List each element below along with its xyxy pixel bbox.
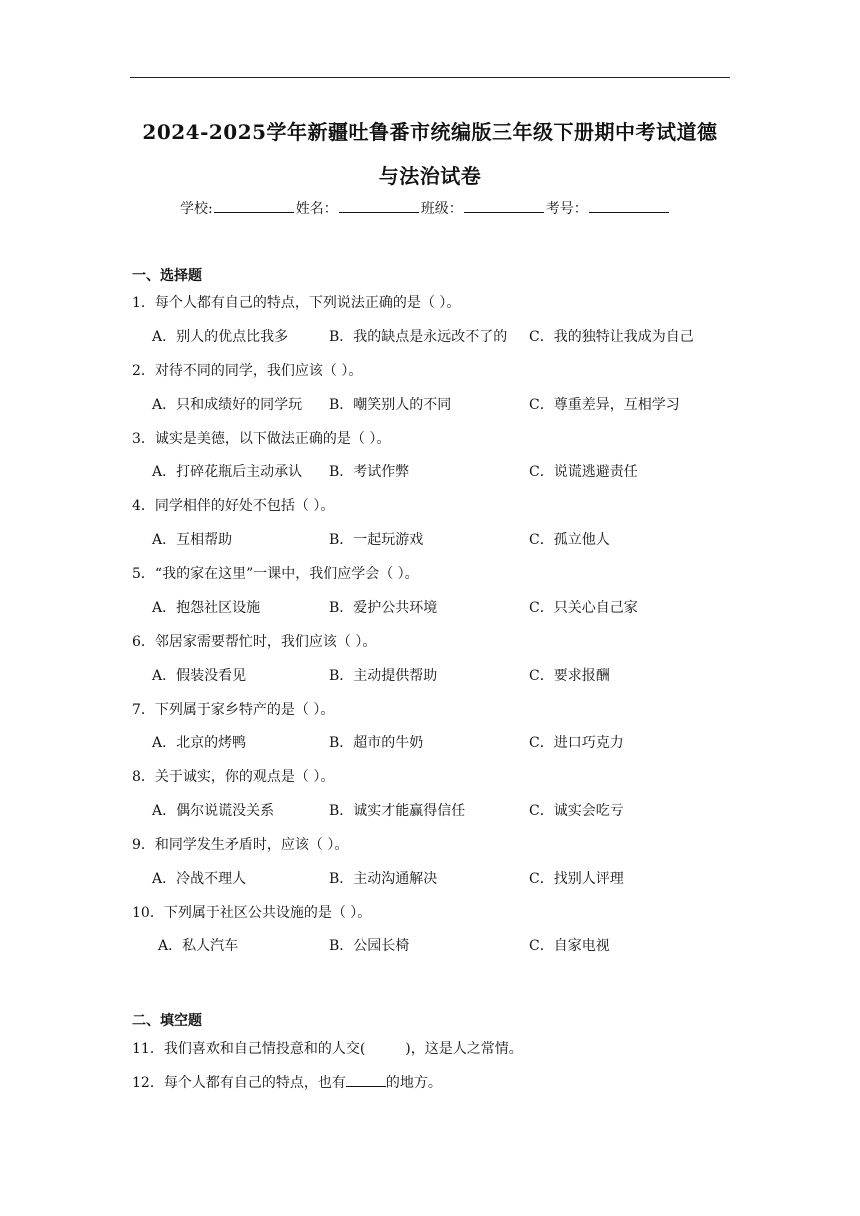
class-label: 班级：	[420, 201, 463, 217]
question-stem: 3．诚实是美德，以下做法正确的是（ ）。	[132, 431, 391, 447]
option-a: A．偶尔说谎没关系	[152, 803, 275, 819]
fill-question-11	[132, 1038, 523, 1058]
option-a: A．打碎花瓶后主动承认	[152, 464, 303, 480]
option-b: B．考试作弊	[329, 464, 410, 480]
option-c: C．诚实会吃亏	[529, 803, 624, 819]
question-options	[152, 529, 752, 549]
option-c: C．我的独特让我成为自己	[529, 329, 694, 345]
option-a: A．只和成绩好的同学玩	[152, 397, 303, 413]
fill-question-12	[132, 1072, 442, 1092]
option-c: C．说谎逃避责任	[529, 464, 638, 480]
option-b: B．主动提供帮助	[329, 668, 438, 684]
name-blank	[339, 198, 419, 213]
question-stem: 10．下列属于社区公共设施的是（ ）。	[132, 905, 372, 921]
option-b: B．一起玩游戏	[329, 532, 424, 548]
option-b: B．爱护公共环境	[329, 600, 438, 616]
name-label: 姓名：	[295, 201, 338, 217]
option-c: C．进口巧克力	[529, 735, 624, 751]
option-b: B．公园长椅	[329, 938, 410, 954]
option-c: C．自家电视	[529, 938, 610, 954]
option-c: C．尊重差异，互相学习	[529, 397, 680, 413]
class-blank	[464, 198, 544, 213]
question-stem: 8．关于诚实，你的观点是（ ）。	[132, 769, 335, 785]
question-stem: 7．下列属于家乡特产的是（ ）。	[132, 702, 335, 718]
question-options	[152, 461, 752, 481]
option-a: A．抱怨社区设施	[152, 600, 261, 616]
school-label: 学校:	[180, 201, 213, 217]
school-blank	[214, 198, 294, 213]
question-options	[152, 394, 752, 414]
exam-title-line2: 与法治试卷	[378, 164, 482, 188]
question-options	[152, 868, 752, 888]
question-stem: 2．对待不同的同学，我们应该（ ）。	[132, 363, 363, 379]
option-a: A．私人汽车	[158, 938, 239, 954]
option-c: C．找别人评理	[529, 871, 624, 887]
exam-no-label: 考号：	[545, 201, 588, 217]
question-options	[152, 665, 752, 685]
question-options	[152, 326, 752, 346]
option-b: B．超市的牛奶	[329, 735, 424, 751]
q11-text-after: )，这是人之常情。	[405, 1041, 523, 1057]
option-c: C．只关心自己家	[529, 600, 638, 616]
q12-text-before: 12．每个人都有自己的特点，也有	[132, 1075, 346, 1091]
question-stem: 1．每个人都有自己的特点，下列说法正确的是（ ）。	[132, 295, 461, 311]
option-b: B．嘲笑别人的不同	[329, 397, 452, 413]
q11-text-before: 11．我们喜欢和自己情投意和的人交(	[132, 1041, 366, 1057]
student-info-row	[180, 198, 671, 218]
option-a: A．别人的优点比我多	[152, 329, 289, 345]
header-rule	[130, 77, 730, 78]
option-a: A．互相帮助	[152, 532, 233, 548]
q12-answer-blank	[346, 1072, 386, 1087]
exam-title-line1: 2024-2025学年新疆吐鲁番市统编版三年级下册期中考试道德	[142, 120, 718, 144]
q12-text-after: 的地方。	[385, 1075, 442, 1091]
option-c: C．孤立他人	[529, 532, 610, 548]
option-c: C．要求报酬	[529, 668, 610, 684]
question-stem: 5．“我的家在这里”一课中，我们应学会（ ）。	[132, 566, 419, 582]
exam-no-blank	[589, 198, 669, 213]
question-stem: 6．邻居家需要帮忙时，我们应该（ ）。	[132, 634, 377, 650]
question-options	[152, 732, 752, 752]
section-title-fill: 二、填空题	[132, 1013, 202, 1029]
option-a: A．假装没看见	[152, 668, 247, 684]
question-options	[152, 800, 752, 820]
section-title-choice: 一、选择题	[132, 268, 202, 284]
option-b: B．主动沟通解决	[329, 871, 438, 887]
option-b: B．我的缺点是永远改不了的	[329, 329, 508, 345]
option-b: B．诚实才能赢得信任	[329, 803, 466, 819]
option-a: A．北京的烤鸭	[152, 735, 247, 751]
question-stem: 9．和同学发生矛盾时，应该（ ）。	[132, 837, 349, 853]
question-options	[152, 597, 752, 617]
question-options	[158, 935, 758, 955]
option-a: A．冷战不理人	[152, 871, 247, 887]
question-stem: 4．同学相伴的好处不包括（ ）。	[132, 498, 335, 514]
